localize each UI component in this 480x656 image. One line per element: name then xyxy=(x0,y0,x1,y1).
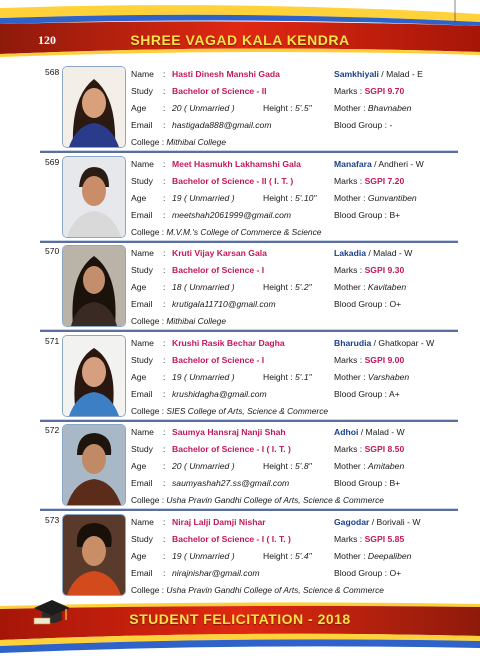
student-entry xyxy=(0,422,480,512)
college-label: College xyxy=(131,137,160,147)
blood-group-value: B+ xyxy=(389,209,401,220)
age-value: 19 ( Unmarried ) xyxy=(172,371,235,382)
mother-value: Kavitaben xyxy=(367,282,407,292)
height-label: Height xyxy=(263,103,288,113)
study-value: Bachelor of Science - II ( I. T. ) xyxy=(172,175,294,186)
college-label: College xyxy=(131,405,160,416)
native-place xyxy=(334,159,424,169)
mother-label: Mother xyxy=(334,550,361,561)
student-name: Saumya Hansraj Nanji Shah xyxy=(172,427,286,437)
colon: : xyxy=(163,516,166,527)
blood-group-label: Blood Group xyxy=(334,478,383,488)
native-place xyxy=(334,427,405,437)
mother-value: Gunvantiben xyxy=(367,192,417,203)
mother-field: Mother : Varshaben xyxy=(334,371,410,382)
marks-label: Marks xyxy=(334,533,358,544)
blood-group-label: Blood Group xyxy=(334,567,383,578)
college-label: College xyxy=(131,584,160,595)
study-label: Study xyxy=(131,354,153,365)
marks-label: Marks xyxy=(334,354,358,365)
student-name: Meet Hasmukh Lakhamshi Gala xyxy=(172,158,301,169)
colon: : xyxy=(163,282,166,292)
name-label: Name xyxy=(131,69,154,79)
marks-value: SGPI 8.50 xyxy=(364,444,405,454)
student-name: Niraj Lalji Damji Nishar xyxy=(172,516,266,527)
entry-number: 568 xyxy=(45,67,60,77)
residence: / Andheri - W xyxy=(374,158,424,169)
residence: / Borivali - W xyxy=(371,516,421,527)
email-value: nirajnishar@gmail.com xyxy=(172,567,260,578)
mother-label: Mother xyxy=(334,103,361,113)
mother-field: Mother : Deepaliben xyxy=(334,550,412,561)
native-village: Bharudia xyxy=(334,337,372,348)
colon: : xyxy=(163,299,166,309)
mother-field: Mother : Bhavnaben xyxy=(334,103,412,113)
marks-value: SGPI 9.70 xyxy=(364,86,405,96)
mother-label: Mother xyxy=(334,371,361,382)
marks-value: SGPI 5.85 xyxy=(364,533,405,544)
marks-field: Marks : SGPI 5.85 xyxy=(334,533,405,544)
entry-number: 572 xyxy=(45,425,60,435)
entry-number: 569 xyxy=(45,156,60,167)
email-label: Email xyxy=(131,209,153,220)
student-photo xyxy=(62,514,126,596)
colon: : xyxy=(163,175,166,186)
native-village: Manafara xyxy=(334,158,372,169)
height-value: 5'.1" xyxy=(295,371,312,382)
student-photo xyxy=(62,335,126,417)
email-label: Email xyxy=(131,567,153,578)
height-value: 5'.10" xyxy=(295,192,317,203)
study-label: Study xyxy=(131,444,153,454)
colon: : xyxy=(163,69,166,79)
student-entry xyxy=(0,154,480,244)
marks-field: Marks : SGPI 9.70 xyxy=(334,86,405,96)
student-entry xyxy=(0,512,480,602)
email-value: krushidagha@gmail.com xyxy=(172,388,267,399)
study-label: Study xyxy=(131,265,153,275)
blood-group-label: Blood Group xyxy=(334,120,383,130)
mother-value: Amitaben xyxy=(367,461,405,471)
entry-number: 571 xyxy=(45,335,60,346)
native-village: Samkhiyali xyxy=(334,69,379,79)
blood-group-field: Blood Group : A+ xyxy=(334,388,400,399)
college-field: College : Mithibai College xyxy=(131,316,226,326)
marks-field: Marks : SGPI 9.00 xyxy=(334,354,405,365)
marks-field: Marks : SGPI 8.50 xyxy=(334,444,405,454)
blood-group-value: B+ xyxy=(389,478,401,488)
colon: : xyxy=(163,354,166,365)
height-label: Height xyxy=(263,461,288,471)
height-value: 5'.2" xyxy=(295,282,312,292)
age-label: Age xyxy=(131,282,147,292)
marks-field: Marks : SGPI 9.30 xyxy=(334,265,405,275)
height-field: Height : 5'.5" xyxy=(263,103,312,113)
college-field: College : SIES College of Arts, Science & Commerce xyxy=(131,405,329,416)
college-label: College xyxy=(131,495,160,505)
study-value: Bachelor of Science - I xyxy=(172,265,265,275)
colon: : xyxy=(163,209,166,220)
colon: : xyxy=(163,444,166,454)
blood-group-field: Blood Group : O+ xyxy=(334,299,402,309)
colon: : xyxy=(163,461,166,471)
height-field: Height : 5'.8" xyxy=(263,461,312,471)
colon: : xyxy=(163,86,166,96)
college-field: College : Mithibai College xyxy=(131,137,226,147)
native-village: Adhoi xyxy=(334,427,359,437)
marks-field: Marks : SGPI 7.20 xyxy=(334,175,405,186)
height-value: 5'.8" xyxy=(295,461,312,471)
blood-group-label: Blood Group xyxy=(334,299,383,309)
height-field: Height : 5'.1" xyxy=(263,371,312,382)
blood-group-field: Blood Group : - xyxy=(334,120,393,130)
age-value: 19 ( Unmarried ) xyxy=(172,192,235,203)
residence: / Malad - E xyxy=(381,69,423,79)
college-field: College : Usha Pravin Gandhi College of Arts, Science & Commerce xyxy=(131,584,384,595)
college-field: College : M.V.M.'s College of Commerce & Science xyxy=(131,226,322,237)
student-name: Kruti Vijay Karsan Gala xyxy=(172,248,267,258)
name-label: Name xyxy=(131,158,154,169)
residence: / Ghatkopar - W xyxy=(373,337,435,348)
college-value: Usha Pravin Gandhi College of Arts, Science & Commerce xyxy=(166,584,384,595)
marks-value: SGPI 9.30 xyxy=(364,265,405,275)
height-field: Height : 5'.4" xyxy=(263,550,312,561)
study-label: Study xyxy=(131,86,153,96)
height-label: Height xyxy=(263,282,288,292)
marks-label: Marks xyxy=(334,175,358,186)
mother-field: Mother : Amitaben xyxy=(334,461,405,471)
page-footer xyxy=(0,596,480,656)
footer-title: STUDENT FELICITATION - 2018 xyxy=(129,611,351,627)
college-label: College xyxy=(131,226,160,237)
college-value: Usha Pravin Gandhi College of Arts, Science & Commerce xyxy=(166,495,384,505)
height-label: Height xyxy=(263,550,288,561)
colon: : xyxy=(163,550,166,561)
height-label: Height xyxy=(263,371,288,382)
marks-value: SGPI 7.20 xyxy=(364,175,405,186)
student-list xyxy=(0,64,480,601)
email-value: meetshah2061999@gmail.com xyxy=(172,209,292,220)
student-photo xyxy=(62,245,126,327)
student-entry xyxy=(0,243,480,333)
height-value: 5'.4" xyxy=(295,550,312,561)
entry-number: 570 xyxy=(45,246,60,256)
marks-value: SGPI 9.00 xyxy=(364,354,405,365)
native-place xyxy=(334,338,434,348)
mother-label: Mother xyxy=(334,192,361,203)
age-label: Age xyxy=(131,461,147,471)
marks-label: Marks xyxy=(334,86,358,96)
header-banner-graphic xyxy=(0,0,480,60)
email-label: Email xyxy=(131,299,153,309)
study-value: Bachelor of Science - II xyxy=(172,86,267,96)
college-value: M.V.M.'s College of Commerce & Science xyxy=(166,226,322,237)
college-value: Mithibai College xyxy=(166,137,226,147)
age-label: Age xyxy=(131,103,147,113)
marks-label: Marks xyxy=(334,265,358,275)
mother-label: Mother xyxy=(334,461,361,471)
mother-value: Deepaliben xyxy=(367,550,412,561)
student-photo xyxy=(62,156,126,238)
college-field: College : Usha Pravin Gandhi College of Arts, Science & Commerce xyxy=(131,495,384,505)
study-value: Bachelor of Science - I xyxy=(172,354,265,365)
student-entry xyxy=(0,333,480,423)
colon: : xyxy=(163,427,166,437)
native-place xyxy=(334,248,412,258)
page-number: 120 xyxy=(38,33,56,47)
college-value: SIES College of Arts, Science & Commerce xyxy=(166,405,329,416)
colon: : xyxy=(163,337,166,348)
age-value: 18 ( Unmarried ) xyxy=(172,282,235,292)
colon: : xyxy=(163,103,166,113)
mother-field: Mother : Gunvantiben xyxy=(334,192,417,203)
height-value: 5'.5" xyxy=(295,103,312,113)
study-label: Study xyxy=(131,533,153,544)
residence: / Malad - W xyxy=(368,248,413,258)
height-field: Height : 5'.2" xyxy=(263,282,312,292)
mother-value: Bhavnaben xyxy=(367,103,412,113)
student-name: Krushi Rasik Bechar Dagha xyxy=(172,337,285,348)
name-label: Name xyxy=(131,427,154,437)
student-photo xyxy=(62,66,126,148)
blood-group-value: A+ xyxy=(388,388,400,399)
student-entry xyxy=(0,64,480,154)
native-place xyxy=(334,517,420,527)
colon: : xyxy=(163,478,166,488)
college-value: Mithibai College xyxy=(166,316,226,326)
mother-field: Mother : Kavitaben xyxy=(334,282,407,292)
college-label: College xyxy=(131,316,160,326)
entry-number: 573 xyxy=(45,514,60,525)
age-value: 19 ( Unmarried ) xyxy=(172,550,235,561)
blood-group-field: Blood Group : B+ xyxy=(334,209,401,220)
email-value: saumyashah27.ss@gmail.com xyxy=(172,478,290,488)
age-value: 20 ( Unmarried ) xyxy=(172,103,235,113)
blood-group-field: Blood Group : O+ xyxy=(334,567,402,578)
graduation-cap-icon xyxy=(32,598,72,626)
colon: : xyxy=(163,388,166,399)
native-place xyxy=(334,69,423,79)
name-label: Name xyxy=(131,516,154,527)
blood-group-label: Blood Group xyxy=(334,388,383,399)
email-value: hastigada888@gmail.com xyxy=(172,120,272,130)
student-photo xyxy=(62,424,126,506)
study-label: Study xyxy=(131,175,153,186)
student-name: Hasti Dinesh Manshi Gada xyxy=(172,69,280,79)
blood-group-field: Blood Group : B+ xyxy=(334,478,401,488)
page-header xyxy=(0,0,480,60)
blood-group-value: O+ xyxy=(389,567,402,578)
age-value: 20 ( Unmarried ) xyxy=(172,461,235,471)
colon: : xyxy=(163,248,166,258)
native-village: Lakadia xyxy=(334,248,367,258)
native-village: Gagodar xyxy=(334,516,370,527)
name-label: Name xyxy=(131,248,154,258)
page-title: SHREE VAGAD KALA KENDRA xyxy=(130,32,350,48)
mother-value: Varshaben xyxy=(367,371,410,382)
study-value: Bachelor of Science - I ( I. T. ) xyxy=(172,444,291,454)
blood-group-value: O+ xyxy=(389,299,402,309)
age-label: Age xyxy=(131,192,147,203)
study-value: Bachelor of Science - I ( I. T. ) xyxy=(172,533,291,544)
mother-label: Mother xyxy=(334,282,361,292)
colon: : xyxy=(163,371,166,382)
email-label: Email xyxy=(131,120,153,130)
colon: : xyxy=(163,265,166,275)
residence: / Malad - W xyxy=(360,427,405,437)
height-field: Height : 5'.10" xyxy=(263,192,317,203)
colon: : xyxy=(163,120,166,130)
colon: : xyxy=(163,192,166,203)
colon: : xyxy=(163,567,166,578)
marks-label: Marks xyxy=(334,444,358,454)
email-value: krutigala11710@gmail.com xyxy=(172,299,276,309)
height-label: Height xyxy=(263,192,288,203)
email-label: Email xyxy=(131,388,153,399)
age-label: Age xyxy=(131,550,147,561)
colon: : xyxy=(163,533,166,544)
blood-group-label: Blood Group xyxy=(334,209,383,220)
colon: : xyxy=(163,158,166,169)
name-label: Name xyxy=(131,337,154,348)
age-label: Age xyxy=(131,371,147,382)
blood-group-value: - xyxy=(389,120,393,130)
email-label: Email xyxy=(131,478,153,488)
